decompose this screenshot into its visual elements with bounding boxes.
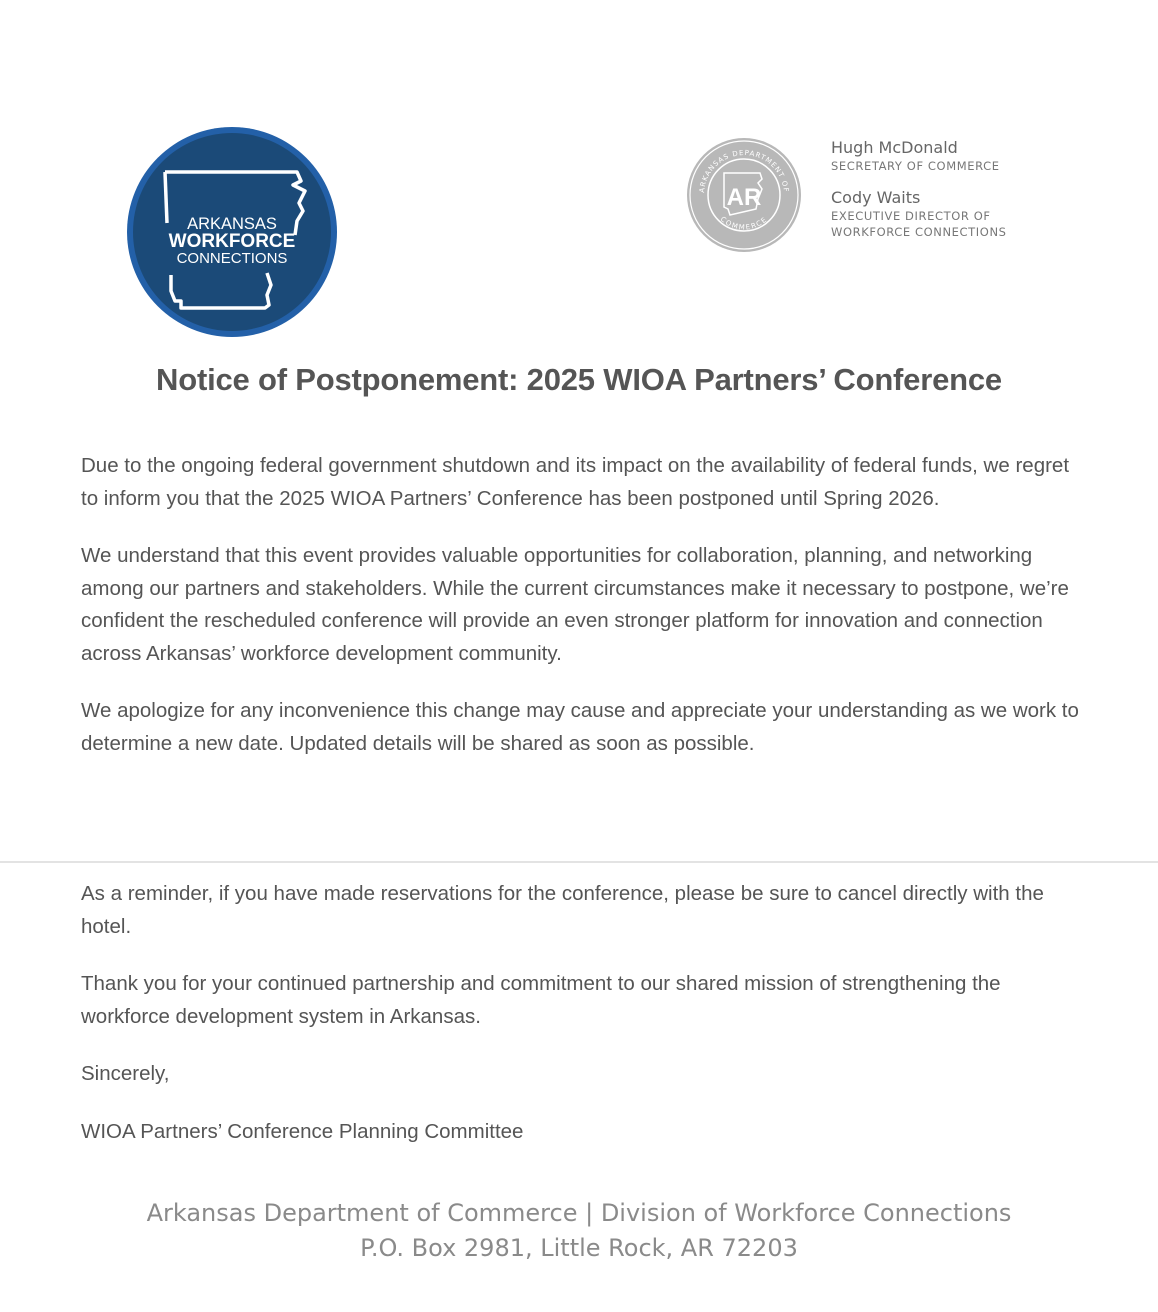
department-of-commerce-seal — [686, 137, 802, 253]
official-director — [831, 188, 1007, 240]
official-name: Hugh McDonald — [831, 138, 958, 157]
paragraph: We understand that this event provides valuable opportunities for collaboration, planning, and networking among our partners and stakeholders. While the current circumstances make it necessary to postpone, we’re confident the rescheduled conference will provide an even stronger platform for innovation and connection across Arkansas’ workforce development community. — [81, 544, 1069, 665]
letterhead — [0, 0, 1158, 345]
paragraph: We apologize for any inconvenience this change may cause and appreciate your understanding as we work to determine a new date. Updated details will be shared as soon as possible. — [81, 699, 1079, 755]
officials-list — [831, 138, 1007, 240]
letter-body — [81, 450, 1091, 785]
paragraph: As a reminder, if you have made reservations for the conference, please be sure to cancel directly with the hotel. — [81, 882, 1044, 938]
svg-text:WORKFORCE: WORKFORCE — [168, 231, 296, 252]
footer — [0, 1196, 1158, 1266]
letter-body-continued — [81, 878, 1091, 1173]
signature: WIOA Partners’ Conference Planning Committee — [81, 1119, 524, 1143]
paragraph: Thank you for your continued partnership and commitment to our shared mission of strengthening the workforce development system in Arkansas. — [81, 972, 1001, 1028]
footer-address: P.O. Box 2981, Little Rock, AR 72203 — [360, 1234, 798, 1262]
official-title: WORKFORCE CONNECTIONS — [831, 225, 1007, 239]
page-title: Notice of Postponement: 2025 WIOA Partners’ Conference — [156, 362, 1002, 397]
svg-text:CONNECTIONS: CONNECTIONS — [176, 250, 288, 267]
divider — [0, 861, 1158, 863]
paragraph: Due to the ongoing federal government shutdown and its impact on the availability of federal funds, we regret to inform you that the 2025 WIOA Partners’ Conference has been postponed until Spring 2026. — [81, 454, 1070, 510]
svg-text:COMMERCE: COMMERCE — [718, 215, 770, 232]
official-title: SECRETARY OF COMMERCE — [831, 159, 1000, 173]
svg-text:AR: AR — [726, 184, 762, 211]
official-secretary — [831, 138, 1007, 174]
arkansas-workforce-connections-logo — [125, 125, 339, 339]
closing: Sincerely, — [81, 1062, 170, 1085]
official-title: EXECUTIVE DIRECTOR OF — [831, 209, 991, 223]
official-name: Cody Waits — [831, 188, 921, 207]
svg-text:ARKANSAS DEPARTMENT OF: ARKANSAS DEPARTMENT OF — [698, 148, 790, 194]
footer-organization: Arkansas Department of Commerce | Division of Workforce Connections — [146, 1199, 1012, 1227]
svg-text:ARKANSAS: ARKANSAS — [187, 215, 277, 233]
